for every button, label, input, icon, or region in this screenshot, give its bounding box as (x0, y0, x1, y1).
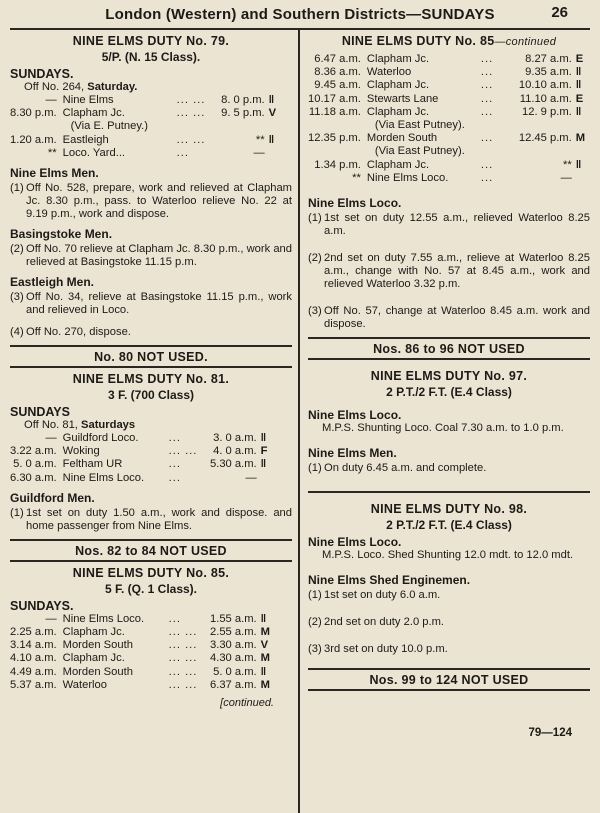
item-text: 1st set on duty 6.0 a.m. (324, 589, 441, 602)
depart-time (215, 120, 269, 133)
station-name: Morden South (62, 665, 133, 678)
item-text: On duty 6.45 a.m. and complete. (324, 462, 487, 475)
depart-time (519, 119, 576, 132)
item-text: 1st set on duty 12.55 a.m., relieved Waterloo 8.25 a.m. (324, 212, 590, 238)
arrive-time: 8.30 p.m. (10, 107, 57, 120)
duty-85-continued-section (308, 35, 590, 331)
code-mark: E (575, 92, 584, 105)
leader-dots: ... (480, 79, 494, 92)
station-name: Morden South (62, 639, 133, 652)
code-mark: M (575, 132, 586, 145)
spacer (10, 317, 292, 324)
schedule-row (10, 458, 273, 471)
station-name: Nine Elms Loco. (62, 612, 145, 625)
leader-dots: ... (480, 158, 494, 171)
arrive-time (308, 119, 367, 132)
station-name: Feltham UR (62, 458, 123, 471)
right-column (298, 30, 590, 813)
loco-heading: Nine Elms Loco. (308, 535, 402, 550)
depart-time: 9. 5 p.m. (221, 107, 265, 120)
leader-dots: ... ... (176, 133, 206, 146)
station-name: (Via East Putney). (374, 145, 465, 158)
days-heading: SUNDAYS. (10, 67, 74, 81)
schedule-row (308, 159, 588, 172)
not-used-band: Nos. 86 to 96 NOT USED (308, 337, 590, 360)
loco-heading: Nine Elms Loco. (308, 408, 402, 423)
station-name: Eastleigh (62, 133, 109, 146)
duty-79-section (10, 35, 292, 339)
item-number: (3) (308, 643, 322, 656)
schedule-row (308, 79, 588, 92)
station-name: Nine Elms Loco. (62, 471, 145, 484)
numbered-instruction (308, 305, 590, 331)
code-mark: ‖ (260, 665, 267, 678)
duty-title-suffix: —continued (494, 36, 557, 48)
depart-time: 9.35 a.m. (525, 66, 572, 79)
depart-time: ** (255, 133, 265, 146)
men-heading: Nine Elms Loco. (308, 196, 402, 211)
schedule-row (10, 445, 273, 458)
arrive-time: — (45, 94, 57, 106)
item-number: (3) (10, 291, 24, 304)
code-mark: ‖ (268, 133, 275, 146)
code-mark: ‖ (575, 105, 582, 118)
item-number: (4) (10, 326, 24, 339)
schedule-row (10, 432, 273, 445)
duty-97-men (308, 462, 590, 475)
depart-time: 8. 0 p.m. (221, 94, 265, 106)
item-number: (3) (308, 305, 322, 318)
leader-dots (481, 145, 519, 158)
code-mark: ‖ (575, 79, 582, 92)
arrive-time: ** (47, 146, 57, 159)
schedule-row (10, 613, 273, 626)
item-number: (1) (10, 506, 24, 519)
duty-98-section (308, 503, 590, 656)
not-used-band: No. 80 NOT USED. (10, 345, 292, 368)
numbered-instruction (308, 212, 590, 238)
via-note-row (10, 120, 281, 133)
item-number: (1) (10, 182, 24, 195)
station-name: Clapham Jc. (366, 53, 430, 65)
station-name: Waterloo (62, 678, 107, 691)
men-heading: Nine Elms Shed Enginemen. (308, 573, 471, 588)
not-used-band: Nos. 82 to 84 NOT USED (10, 539, 292, 562)
duty-class: 5/P. (N. 15 Class). (101, 50, 201, 64)
code-mark (576, 145, 588, 158)
item-text: Off No. 57, change at Waterloo 8.45 a.m. work and dispose. (324, 305, 590, 331)
depart-time: 3.30 a.m. (210, 639, 257, 652)
station-name: Woking (62, 445, 100, 458)
numbered-instruction (308, 589, 590, 602)
arrive-time: 8.36 a.m. (314, 66, 361, 79)
duty-title: NINE ELMS DUTY No. 81. (72, 372, 230, 387)
spacer (308, 291, 590, 303)
station-name: Clapham Jc. (366, 79, 430, 92)
arrive-time: 12.35 p.m. (308, 132, 361, 145)
duty-class: 3 F. (700 Class) (107, 388, 195, 403)
item-text: 1st set on duty 1.50 a.m., work and dispose. and home passenger from Nine Elms. (26, 506, 292, 532)
duty-title: NINE ELMS DUTY No. 98. (370, 502, 528, 517)
duty-title-main: NINE ELMS DUTY No. 85 (341, 34, 495, 48)
code-mark (269, 147, 281, 160)
arrive-time: 3.14 a.m. (10, 639, 57, 652)
code-mark: M (260, 678, 270, 691)
duty-class: 5 F. (Q. 1 Class). (104, 581, 198, 596)
station-name: Clapham Jc. (366, 105, 430, 118)
depart-time: 11.10 a.m. (519, 92, 572, 105)
arrive-time: 3.22 a.m. (10, 445, 57, 458)
depart-time: 5.30 a.m. (210, 458, 257, 471)
code-mark: M (260, 652, 270, 665)
code-mark: ‖ (575, 158, 582, 171)
continued-note: [continued. (220, 697, 274, 710)
schedule-row (10, 94, 281, 107)
depart-time: 4.30 a.m. (210, 652, 257, 665)
numbered-instruction (308, 616, 590, 629)
arrive-time: 5. 0 a.m. (13, 458, 57, 471)
leader-dots: ... ... (168, 678, 198, 691)
schedule-row (10, 652, 273, 665)
off-day: Saturdays (81, 419, 136, 432)
days-heading: SUNDAYS. (10, 598, 74, 613)
item-text: Off No. 270, dispose. (26, 326, 131, 339)
station-name: Guildford Loco. (62, 432, 139, 445)
arrive-time: 5.37 a.m. (10, 678, 57, 691)
item-text: 2nd set on duty 2.0 p.m. (324, 616, 445, 629)
days-heading: SUNDAYS (10, 405, 70, 420)
duty-class: 2 P.T./2 F.T. (E.4 Class) (386, 518, 512, 533)
numbered-instruction (10, 507, 292, 533)
schedule-row (308, 93, 588, 106)
duty-81-men (10, 492, 292, 533)
station-name: (Via East Putney). (374, 119, 465, 132)
station-name: Waterloo (366, 66, 412, 79)
schedule-row (308, 66, 588, 79)
item-text: 3rd set on duty 10.0 p.m. (324, 643, 448, 656)
code-mark: ‖ (575, 66, 582, 79)
station-name: Clapham Jc. (62, 626, 125, 639)
duty-97-section (308, 370, 590, 475)
item-number: (1) (308, 212, 322, 225)
depart-time: — (560, 171, 572, 184)
duty-81-schedule (10, 432, 273, 485)
duty-79-schedule (10, 94, 281, 160)
leader-dots: ... ... (176, 94, 206, 106)
page-title: London (Western) and Southern Districts—SUNDAYS (105, 5, 495, 23)
schedule-row (10, 147, 281, 160)
duty-98-men (308, 589, 590, 656)
leader-dots: ... (176, 146, 189, 159)
schedule-row (10, 472, 273, 485)
station-name: Nine Elms (62, 94, 114, 106)
duty-81-section (10, 373, 292, 533)
item-text: Off No. 34, relieve at Basingstoke 11.15 p.m., work and relieved in Loco. (26, 291, 292, 317)
arrive-time: 10.17 a.m. (308, 92, 361, 105)
page-number: 26 (551, 4, 568, 21)
off-line (10, 419, 292, 432)
station-name: Loco. Yard... (62, 146, 126, 159)
schedule-row (10, 666, 273, 679)
depart-time: 5. 0 a.m. (213, 665, 257, 678)
leader-dots: ... (168, 471, 181, 484)
duty-title: NINE ELMS DUTY No. 97. (370, 369, 528, 384)
leader-dots: ... ... (168, 652, 198, 665)
item-text: Off No. 70 relieve at Clapham Jc. 8.30 p.m., work and relieved at Basingstoke 11.15 p.m. (26, 243, 292, 269)
schedule-row (308, 106, 588, 119)
numbered-instruction (308, 643, 590, 656)
leader-dots: ... ... (168, 626, 198, 639)
arrive-time: 4.49 a.m. (10, 665, 57, 678)
arrive-time: 1.34 p.m. (314, 158, 361, 171)
schedule-row (10, 639, 273, 652)
depart-time: ** (563, 158, 572, 171)
men-heading: Nine Elms Men. (308, 446, 397, 461)
depart-time: 10.10 a.m. (518, 79, 572, 92)
leader-dots: ... ... (168, 639, 198, 652)
leader-dots: ... (480, 66, 494, 79)
item-number: (1) (308, 462, 322, 475)
station-name: Morden South (366, 132, 438, 145)
item-number: (1) (308, 589, 322, 602)
station-name: Clapham Jc. (62, 107, 125, 120)
via-note-row (308, 145, 588, 158)
depart-time: — (253, 146, 265, 159)
numbered-instruction (10, 326, 292, 339)
duty-class: 2 P.T./2 F.T. (E.4 Class) (386, 385, 512, 400)
spacer (308, 629, 590, 641)
schedule-row (10, 107, 281, 120)
code-mark: ‖ (260, 458, 267, 471)
code-mark: ‖ (268, 94, 275, 106)
depart-time: 8.27 a.m. (525, 53, 572, 65)
leader-dots (177, 120, 215, 133)
duty-85-continued-men (308, 212, 590, 331)
schedule-row (308, 53, 588, 66)
schedule-row (308, 132, 588, 145)
depart-time: 1.55 a.m. (210, 612, 257, 625)
code-mark: V (260, 639, 269, 652)
depart-time: 12.45 p.m. (518, 132, 572, 145)
schedule-row (10, 626, 273, 639)
spacer (308, 238, 590, 250)
code-mark (576, 119, 588, 132)
code-mark (269, 120, 281, 133)
arrive-time: — (45, 432, 57, 445)
depart-time: 4. 0 a.m. (213, 445, 257, 458)
leader-dots: ... (168, 432, 181, 445)
off-line (10, 81, 292, 94)
arrive-time: 9.45 a.m. (314, 79, 361, 92)
duty-title (308, 35, 590, 49)
arrive-time: 6.47 a.m. (314, 53, 361, 65)
code-mark: V (268, 107, 277, 120)
arrive-time (10, 120, 63, 133)
leader-dots: ... ... (176, 107, 206, 120)
men-heading: Nine Elms Men. (10, 166, 99, 181)
loco-text: M.P.S. Shunting Loco. Coal 7.30 a.m. to 1.0 p.m. (322, 422, 564, 435)
code-mark (261, 472, 273, 485)
station-name: Clapham Jc. (366, 158, 430, 171)
arrive-time: 6.30 a.m. (10, 471, 57, 484)
not-used-band: Nos. 99 to 124 NOT USED (308, 668, 590, 691)
off-prefix: Off No. 81, (24, 419, 78, 432)
numbered-instruction (10, 182, 292, 221)
arrive-time: 1.20 a.m. (10, 133, 57, 146)
item-text: Off No. 528, prepare, work and relieved at Clapham Jc. 8.30 p.m., pass. to Waterloo relieve No. 22 at 9.19 p.m., work and dispose. (26, 182, 292, 221)
leader-dots: ... (480, 92, 494, 105)
off-day: Saturday. (87, 81, 138, 93)
depart-time: — (245, 471, 257, 484)
item-number: (2) (308, 616, 322, 629)
numbered-instruction (10, 243, 292, 269)
depart-time: 6.37 a.m. (210, 678, 257, 691)
men-heading: Guildford Men. (10, 490, 95, 505)
station-name: Nine Elms Loco. (366, 171, 449, 184)
leader-dots: ... (480, 171, 494, 184)
station-name: (Via E. Putney.) (70, 120, 148, 133)
duty-title: NINE ELMS DUTY No. 79. (72, 34, 230, 48)
leader-dots (481, 119, 519, 132)
men-heading: Eastleigh Men. (10, 275, 95, 290)
code-mark: E (575, 53, 584, 65)
loco-text: M.P.S. Loco. Shed Shunting 12.0 mdt. to 12.0 mdt. (322, 549, 574, 562)
duty-85-schedule (10, 613, 273, 692)
item-number: (2) (10, 243, 24, 256)
off-prefix: Off No. 264, (24, 81, 85, 93)
arrive-time: 11.18 a.m. (308, 105, 361, 118)
numbered-instruction (308, 252, 590, 291)
schedule-row (10, 679, 273, 692)
leader-dots: ... (480, 132, 494, 145)
depart-time: 12. 9 p.m. (522, 105, 572, 118)
leader-dots: ... (168, 458, 181, 471)
via-note-row (308, 119, 588, 132)
schedule-row (308, 172, 588, 185)
page-header (10, 0, 590, 30)
leader-dots: ... (168, 612, 181, 625)
leader-dots: ... (480, 53, 494, 65)
code-mark: F (260, 445, 268, 458)
divider (308, 491, 590, 493)
duty-85-continued-schedule (308, 53, 588, 185)
item-number: (2) (308, 252, 322, 265)
depart-time (519, 145, 576, 158)
spacer (308, 602, 590, 614)
code-mark: M (260, 626, 270, 639)
duty-79-men (10, 167, 292, 339)
leader-dots: ... (480, 105, 494, 118)
leader-dots: ... ... (168, 665, 198, 678)
item-text: 2nd set on duty 7.55 a.m., relieve at Waterloo 8.25 a.m., change with No. 57 at 8.45 a.m., work and relieved Waterloo 3.32 p.m. (324, 252, 590, 291)
code-mark: ‖ (260, 612, 267, 625)
arrive-time: 2.25 a.m. (10, 626, 57, 639)
men-heading: Basingstoke Men. (10, 227, 113, 242)
arrive-time (308, 145, 367, 158)
arrive-time: ** (352, 171, 361, 184)
duty-title: NINE ELMS DUTY No. 85. (72, 565, 230, 580)
page-range: 79—124 (528, 727, 572, 740)
code-mark (576, 172, 588, 185)
arrive-time: 4.10 a.m. (10, 652, 57, 665)
left-column (10, 30, 298, 813)
numbered-instruction (308, 462, 590, 475)
duty-85-section (10, 567, 292, 710)
schedule-row (10, 134, 281, 147)
code-mark: ‖ (260, 432, 267, 445)
station-name: Clapham Jc. (62, 652, 125, 665)
depart-time: 2.55 a.m. (210, 626, 257, 639)
arrive-time: — (45, 612, 57, 625)
numbered-instruction (10, 291, 292, 317)
depart-time: 3. 0 a.m. (213, 432, 257, 445)
leader-dots: ... ... (168, 445, 198, 458)
station-name: Stewarts Lane (366, 92, 439, 105)
